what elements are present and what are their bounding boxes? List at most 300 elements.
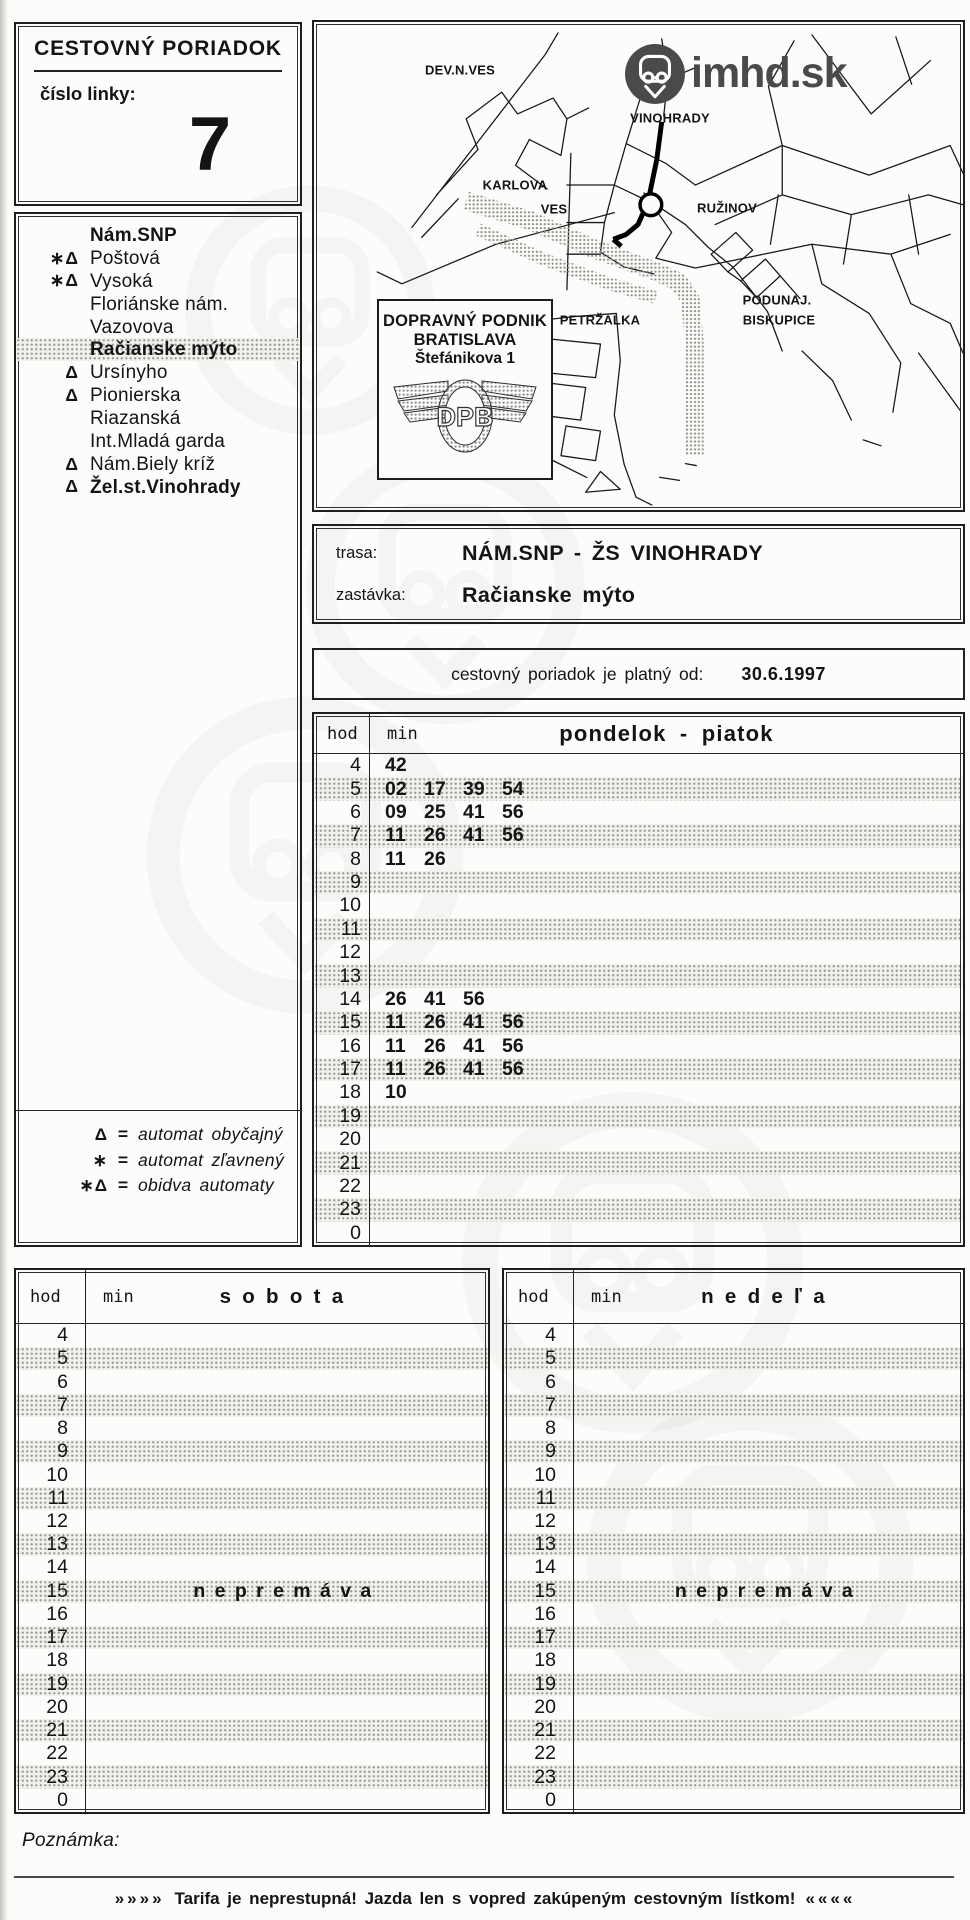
timetable-row [16,1417,488,1440]
hour-cell: 21 [16,1719,86,1742]
minutes-cell [574,1394,963,1417]
imhd-logo-text: imhd.sk [691,49,847,97]
hour-cell: 14 [314,988,370,1011]
timetable-row [16,1463,488,1486]
minutes-cell [86,1324,488,1347]
timetable-row [504,1440,963,1463]
minute-value: 42 [385,754,407,777]
route-7-line [613,122,661,246]
minutes-cell [574,1510,963,1533]
hour-cell: 18 [314,1081,370,1104]
minute-value: 39 [463,777,485,800]
hour-cell: 10 [314,894,370,917]
minutes-cell [574,1324,963,1347]
stop-row [16,316,300,339]
timetable-row [16,1556,488,1579]
timetable-row [504,1719,963,1742]
hour-cell: 23 [504,1765,574,1788]
stop-row [16,407,300,430]
stop-name: Poštová [90,247,161,269]
minute-value: 26 [424,847,446,870]
minutes-cell [86,1649,488,1672]
minute-value: 26 [424,824,446,847]
hour-cell: 16 [16,1603,86,1626]
hour-cell: 14 [504,1556,574,1579]
timetable-row [504,1603,963,1626]
minute-value: 11 [385,1034,406,1057]
legend-text: automat obyčajný [138,1124,283,1144]
minutes-cell [86,1580,488,1603]
dpb-emblem-letters: DPB [436,402,494,432]
hour-column-header: hod [16,1270,86,1323]
minutes-cell [86,1719,488,1742]
hour-cell: 15 [16,1580,86,1603]
weekday-rows [314,754,963,1245]
timetable-row [314,1198,963,1221]
timetable-row [16,1510,488,1533]
saturday-title: sobota [219,1284,355,1308]
validity-date: 30.6.1997 [741,663,826,684]
minutes-cell [370,988,963,1011]
route-label: trasa: [336,543,378,562]
timetable-row [314,1011,963,1034]
minutes-cell [86,1487,488,1510]
timetable-row [16,1324,488,1347]
timetable-row [16,1742,488,1765]
stop-symbol: Δ [65,362,79,383]
minutes-cell [370,824,963,847]
legend-row [16,1150,288,1176]
district-label: VES [540,201,568,217]
minute-value: 11 [385,847,406,870]
timetable-row [314,918,963,941]
stop-name: Žel.st.Vinohrady [90,476,241,498]
sunday-timetable [502,1268,965,1814]
stop-label: zastávka: [336,585,406,604]
sheet-title: CESTOVNÝ PORIADOK [34,37,282,60]
stop-row [16,476,300,499]
minute-value: 56 [463,987,485,1010]
timetable-row [504,1765,963,1788]
stop-symbol: ∗Δ [49,247,79,268]
stop-row [16,453,300,476]
timetable-row [314,941,963,964]
imhd-logo-icon [624,43,686,105]
minute-value: 54 [502,777,524,800]
minutes-cell [574,1487,963,1510]
timetable-row [16,1347,488,1370]
route-info-box [312,524,965,624]
minutes-cell [370,918,963,941]
minute-value: 41 [463,1011,485,1034]
streets-southeast [802,351,881,446]
hour-cell: 9 [504,1440,574,1463]
timetable-row [16,1487,488,1510]
hour-cell: 4 [16,1324,86,1347]
minute-value: 09 [385,800,407,823]
stop-row [16,338,300,361]
weekday-timetable [312,712,965,1247]
minute-value: 26 [385,987,407,1010]
hour-cell: 0 [314,1222,370,1245]
minutes-cell [370,1011,963,1034]
hour-cell: 22 [504,1742,574,1765]
left-arrows: »»»» [114,1889,165,1908]
weekday-header [314,714,963,754]
minute-value: 56 [502,1058,524,1081]
minute-value: 11 [385,1011,406,1034]
minutes-cell [574,1347,963,1370]
stop-name: Nám.Biely kríž [90,453,216,475]
stop-marker-racianske-myto [640,194,662,216]
right-arrows: «««« [805,1889,856,1908]
stops-box [14,212,302,1247]
sunday-rows [504,1324,963,1812]
title-underline [34,70,282,72]
minutes-cell [370,1175,963,1198]
saturday-rows [16,1324,488,1812]
hour-cell: 12 [504,1510,574,1533]
legend-row [16,1124,288,1150]
minutes-cell [370,777,963,800]
timetable-row [16,1580,488,1603]
hour-cell: 12 [314,941,370,964]
stop-row [16,247,300,270]
stops-list [16,224,300,499]
timetable-row [504,1673,963,1696]
timetable-row [314,777,963,800]
minute-value: 02 [385,777,407,800]
timetable-row [504,1370,963,1393]
minutes-cell [86,1510,488,1533]
minute-value: 56 [502,1034,524,1057]
hour-cell: 11 [504,1487,574,1510]
sunday-title: nedeľa [701,1284,836,1308]
minutes-cell [370,964,963,987]
minutes-cell [370,1198,963,1221]
timetable-row [16,1673,488,1696]
stop-name: Vazovova [90,316,174,338]
timetable-row [16,1765,488,1788]
minute-value: 56 [502,800,524,823]
stop-name: Floriánske nám. [90,293,229,315]
minutes-cell [574,1580,963,1603]
hour-cell: 20 [314,1128,370,1151]
district-label: VINOHRADY [630,110,710,126]
timetable-row [314,1035,963,1058]
minutes-cell [86,1533,488,1556]
timetable-row [16,1440,488,1463]
minute-value: 11 [385,1058,406,1081]
stop-row [16,361,300,384]
timetable-row [504,1487,963,1510]
timetable-row [314,848,963,871]
no-service-note: nepremáva [674,1579,863,1602]
timetable-row [314,964,963,987]
sunday-header [504,1270,963,1324]
minutes-cell [574,1463,963,1486]
timetable-row [16,1789,488,1812]
minutes-cell [86,1765,488,1788]
timetable-row [504,1626,963,1649]
minute-value: 41 [463,1058,485,1081]
hour-cell: 6 [314,801,370,824]
minutes-cell [370,801,963,824]
minutes-cell [574,1696,963,1719]
timetable-row [314,871,963,894]
stop-name: Ursínyho [90,362,168,384]
line-number-label: číslo linky: [40,83,136,104]
district-label: PODUNAJ. [742,292,812,308]
dpb-name-line2: BRATISLAVA [413,331,517,349]
hour-cell: 17 [16,1626,86,1649]
minutes-cell [574,1417,963,1440]
stop-symbol: Δ [65,384,79,405]
timetable-row [504,1417,963,1440]
hour-cell: 7 [16,1394,86,1417]
stop-row [16,270,300,293]
legend-equals: = [117,1175,129,1195]
minutes-cell [86,1440,488,1463]
hour-cell: 20 [504,1696,574,1719]
minute-column-header: min [387,723,418,744]
stop-name: Vysoká [90,270,153,292]
hour-cell: 8 [504,1417,574,1440]
minutes-cell [574,1556,963,1579]
hour-cell: 4 [314,754,370,777]
stop-row [16,293,300,316]
timetable-row [314,1175,963,1198]
hour-cell: 16 [314,1035,370,1058]
hour-cell: 14 [16,1556,86,1579]
minute-value: 10 [385,1081,407,1104]
minutes-cell [574,1603,963,1626]
timetable-row [16,1603,488,1626]
minute-value: 17 [424,777,446,800]
timetable-row [16,1696,488,1719]
timetable-row [16,1370,488,1393]
stop-name: Nám.SNP [90,224,177,246]
hour-cell: 17 [504,1626,574,1649]
timetable-row [314,1128,963,1151]
timetable-row [16,1533,488,1556]
stop-name: Int.Mladá garda [90,430,226,452]
hour-cell: 0 [504,1789,574,1812]
timetable-row [504,1556,963,1579]
minute-column-header: min [103,1286,134,1307]
stop-name: Riazanská [90,408,181,430]
legend-symbol: Δ [94,1125,108,1144]
hour-cell: 11 [16,1487,86,1510]
district-label: DEV.N.VES [425,62,495,78]
scan-edge-artifact [0,0,8,1920]
district-label: RUŽINOV [697,200,757,216]
hour-cell: 6 [504,1370,574,1393]
minutes-cell [574,1719,963,1742]
minute-value: 26 [424,1034,446,1057]
minutes-cell [370,1035,963,1058]
minutes-cell [86,1347,488,1370]
stop-name: Račianske mýto [90,339,238,361]
timetable-row [16,1626,488,1649]
minutes-cell [574,1626,963,1649]
minutes-cell [370,848,963,871]
legend-symbol: ∗Δ [79,1176,108,1195]
timetable-row [314,824,963,847]
hour-cell: 16 [504,1603,574,1626]
legend-equals: = [117,1149,129,1170]
legend-text: obidva automaty [138,1175,274,1195]
minute-value: 41 [463,824,485,847]
timetable-row [504,1742,963,1765]
hour-cell: 18 [16,1649,86,1672]
ticket-machine-legend [16,1110,300,1201]
timetable-row [314,1058,963,1081]
timetable-row [504,1347,963,1370]
minutes-cell [574,1765,963,1788]
timetable-row [504,1324,963,1347]
hour-cell: 10 [504,1463,574,1486]
minutes-cell [574,1370,963,1393]
district-label: BISKUPICE [742,312,816,328]
validity-label: cestovný poriadok je platný od: [451,663,704,684]
hour-column-header: hod [314,714,370,753]
minutes-cell [370,894,963,917]
timetable-row [314,1222,963,1245]
no-service-note: nepremáva [193,1579,381,1602]
hour-cell: 22 [16,1742,86,1765]
stop-symbol: Δ [65,453,79,474]
footer-divider [14,1876,954,1878]
stop-symbol: Δ [65,476,79,497]
tariff-footer [0,1889,970,1909]
dpb-name-line1: DOPRAVNÝ PODNIK [382,312,548,330]
minutes-cell [574,1533,963,1556]
timetable-row [504,1580,963,1603]
tariff-text: Tarifa je neprestupná! Jazda len s vopred zakúpeným cestovným lístkom! [174,1889,796,1908]
dpb-address-box [377,299,553,480]
timetable-row [504,1510,963,1533]
saturday-timetable [14,1268,490,1814]
stop-row [16,224,300,247]
hour-cell: 18 [504,1649,574,1672]
minute-value: 56 [502,824,524,847]
minutes-cell [86,1789,488,1812]
legend-row [16,1175,288,1201]
hour-column-header: hod [504,1270,574,1323]
hour-cell: 19 [504,1673,574,1696]
stop-symbol: ∗Δ [49,270,79,291]
minutes-cell [86,1673,488,1696]
minutes-cell [574,1649,963,1672]
minutes-cell [370,941,963,964]
minutes-cell [370,1105,963,1128]
stop-value: Račianske mýto [462,582,636,607]
timetable-row [314,1151,963,1174]
route-value: NÁM.SNP - ŽS VINOHRADY [462,540,764,565]
dpb-winged-emblem [390,373,540,459]
minute-value: 56 [502,1011,524,1034]
hour-cell: 7 [314,824,370,847]
hour-cell: 8 [314,848,370,871]
timetable-row [504,1649,963,1672]
hour-cell: 13 [16,1533,86,1556]
hour-cell: 11 [314,918,370,941]
network-map-box [312,20,965,512]
minutes-cell [574,1789,963,1812]
minute-value: 41 [463,1034,485,1057]
minutes-cell [86,1417,488,1440]
hour-cell: 9 [16,1440,86,1463]
timetable-row [504,1463,963,1486]
hour-cell: 21 [504,1719,574,1742]
minutes-cell [370,1081,963,1104]
hour-cell: 5 [314,777,370,800]
district-label: KARLOVA [482,177,548,193]
timetable-row [504,1789,963,1812]
hour-cell: 10 [16,1463,86,1486]
minutes-cell [86,1603,488,1626]
hour-cell: 5 [16,1347,86,1370]
minutes-cell [370,871,963,894]
dpb-address: Štefánikova 1 [415,350,515,367]
remark-label: Poznámka: [22,1830,120,1851]
timetable-row [16,1394,488,1417]
minutes-cell [574,1742,963,1765]
timetable-row [16,1649,488,1672]
hour-cell: 13 [504,1533,574,1556]
legend-equals: = [117,1124,129,1144]
hour-cell: 13 [314,964,370,987]
minutes-cell [370,1128,963,1151]
hour-cell: 17 [314,1058,370,1081]
minute-value: 11 [385,824,406,847]
timetable-row [504,1533,963,1556]
district-label: PETRŽALKA [559,312,641,328]
hour-cell: 4 [504,1324,574,1347]
hour-cell: 23 [314,1198,370,1221]
minute-column-header: min [591,1286,622,1307]
minutes-cell [86,1696,488,1719]
timetable-row [16,1719,488,1742]
minutes-cell [86,1394,488,1417]
hour-cell: 15 [314,1011,370,1034]
stop-row [16,430,300,453]
legend-text: automat zľavnený [138,1149,284,1170]
hour-cell: 23 [16,1765,86,1788]
hour-cell: 8 [16,1417,86,1440]
legend-symbol: ∗ [92,1150,108,1170]
hour-cell: 19 [16,1673,86,1696]
minutes-cell [86,1463,488,1486]
minutes-cell [370,1058,963,1081]
minutes-cell [574,1440,963,1463]
hour-cell: 19 [314,1105,370,1128]
timetable-row [314,1081,963,1104]
hour-cell: 6 [16,1370,86,1393]
timetable-row [314,894,963,917]
hour-cell: 21 [314,1151,370,1174]
weekday-title: pondelok - piatok [559,720,774,746]
line-header-box [14,22,302,206]
hour-cell: 20 [16,1696,86,1719]
timetable-row [314,801,963,824]
hour-cell: 12 [16,1510,86,1533]
minutes-cell [370,1151,963,1174]
minute-value: 41 [463,800,485,823]
minutes-cell [86,1370,488,1393]
hour-cell: 22 [314,1175,370,1198]
